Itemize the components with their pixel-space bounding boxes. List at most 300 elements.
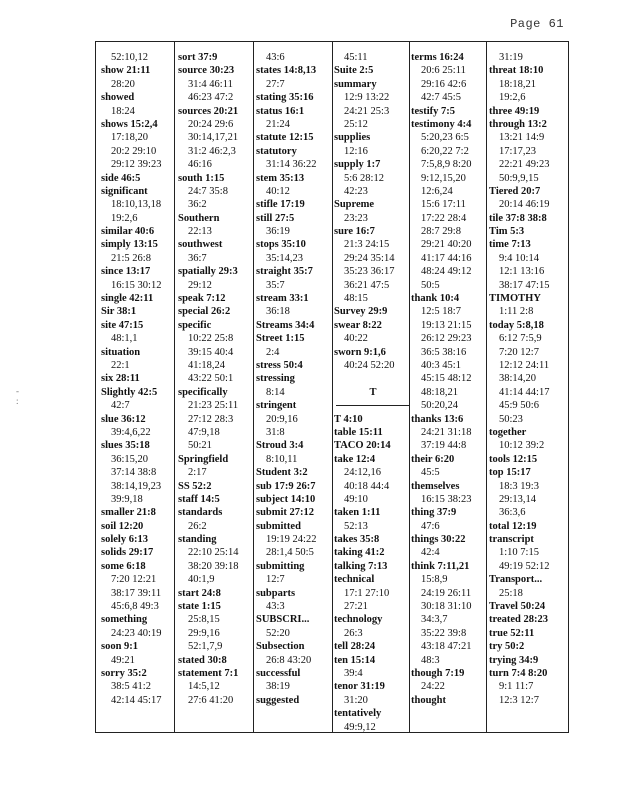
index-term: speak 7:12 xyxy=(178,293,226,305)
index-term: stated 30:8 xyxy=(178,654,227,666)
index-term: testimony 4:4 xyxy=(411,118,472,130)
index-term: specifically xyxy=(178,386,228,398)
index-reference: 9:12,15,20 xyxy=(421,172,466,184)
index-term: some 6:18 xyxy=(101,560,146,572)
index-reference: 18:24 xyxy=(111,105,135,117)
index-reference: 46:16 xyxy=(188,159,212,171)
index-reference: 10:22 25:8 xyxy=(188,333,234,345)
column-divider xyxy=(174,42,175,732)
index-reference: 29:24 35:14 xyxy=(344,252,395,264)
spacer xyxy=(334,372,412,385)
index-reference: 45:6,8 49:3 xyxy=(111,601,159,613)
index-term: supply 1:7 xyxy=(334,159,381,171)
index-reference: 36:18 xyxy=(266,306,290,318)
index-term: start 24:8 xyxy=(178,587,221,599)
index-reference: 24:19 26:11 xyxy=(421,587,472,599)
index-term: Slightly 42:5 xyxy=(101,386,158,398)
index-term: standards xyxy=(178,507,223,519)
index-reference: 20:24 29:6 xyxy=(188,118,234,130)
index-reference: 12:3 12:7 xyxy=(499,694,539,706)
index-reference: 52:13 xyxy=(344,520,368,532)
index-reference: 30:14,17,21 xyxy=(188,132,239,144)
index-reference: 9:1 11:7 xyxy=(499,681,534,693)
margin-marks xyxy=(16,386,19,406)
index-term: taken 1:11 xyxy=(334,507,381,519)
index-term: true 52:11 xyxy=(489,627,535,639)
index-column-2 xyxy=(178,51,256,707)
index-reference: 12:7 xyxy=(266,574,285,586)
index-reference: 7:5,8,9 8:20 xyxy=(421,159,472,171)
index-term: similar 40:6 xyxy=(101,226,155,238)
index-reference: 17:18,20 xyxy=(111,132,149,144)
margin-mark: - xyxy=(16,386,19,396)
index-reference: 40:18 44:4 xyxy=(344,480,390,492)
section-letter: T xyxy=(369,386,377,398)
index-reference: 7:20 12:21 xyxy=(111,574,157,586)
index-reference: 28:7 29:8 xyxy=(421,226,461,238)
index-term: thanks 13:6 xyxy=(411,413,464,425)
index-reference: 39:15 40:4 xyxy=(188,346,234,358)
index-term: show 21:11 xyxy=(101,65,151,77)
index-term: sure 16:7 xyxy=(334,226,375,238)
index-reference: 29:13,14 xyxy=(499,493,537,505)
index-reference: 17:17,23 xyxy=(499,145,537,157)
index-reference: 31:20 xyxy=(344,694,368,706)
index-reference: 38:14,20 xyxy=(499,373,537,385)
index-reference: 29:12 39:23 xyxy=(111,159,162,171)
index-reference: 38:17 39:11 xyxy=(111,587,162,599)
index-reference: 25:12 xyxy=(344,118,368,130)
index-term: statute 12:15 xyxy=(256,132,314,144)
index-term: statement 7:1 xyxy=(178,667,239,679)
index-reference: 24:21 25:3 xyxy=(344,105,390,117)
index-reference: 25:8,15 xyxy=(188,614,220,626)
index-term: TACO 20:14 xyxy=(334,440,391,452)
index-term: successful xyxy=(256,667,301,679)
index-reference: 23:23 xyxy=(344,212,368,224)
index-reference: 20:14 46:19 xyxy=(499,199,550,211)
index-reference: 49:9,12 xyxy=(344,721,376,733)
index-term: Student 3:2 xyxy=(256,467,308,479)
index-reference: 41:17 44:16 xyxy=(421,252,472,264)
index-reference: 24:22 xyxy=(421,681,445,693)
index-term: southwest xyxy=(178,239,223,251)
index-term: their 6:20 xyxy=(411,453,455,465)
index-reference: 28:20 xyxy=(111,78,135,90)
index-reference: 10:12 39:2 xyxy=(499,440,545,452)
index-term: special 26:2 xyxy=(178,306,231,318)
index-reference: 27:21 xyxy=(344,601,368,613)
index-reference: 12:5 18:7 xyxy=(421,306,461,318)
index-term: tile 37:8 38:8 xyxy=(489,212,547,224)
index-reference: 40:12 xyxy=(266,185,290,197)
index-term: SUBSCRI... xyxy=(256,614,310,626)
index-reference: 31:4 46:11 xyxy=(188,78,233,90)
index-reference: 35:14,23 xyxy=(266,252,304,264)
index-reference: 50:20,24 xyxy=(421,400,459,412)
index-reference: 1:10 7:15 xyxy=(499,547,539,559)
index-reference: 36:3,6 xyxy=(499,507,526,519)
index-reference: 41:18,24 xyxy=(188,359,226,371)
index-term: summary xyxy=(334,78,377,90)
index-reference: 38:20 39:18 xyxy=(188,560,239,572)
index-term: stress 50:4 xyxy=(256,359,303,371)
index-term: standing xyxy=(178,534,217,546)
index-term: sort 37:9 xyxy=(178,52,218,63)
index-term: time 7:13 xyxy=(489,239,531,251)
index-term: states 14:8,13 xyxy=(256,65,317,77)
index-term: source 30:23 xyxy=(178,65,235,77)
index-reference: 12:12 24:11 xyxy=(499,359,550,371)
index-reference: 12:1 13:16 xyxy=(499,266,545,278)
index-term: Supreme xyxy=(334,199,375,211)
index-term: straight 35:7 xyxy=(256,266,313,278)
index-column-5 xyxy=(411,51,489,707)
index-reference: 13:21 14:9 xyxy=(499,132,545,144)
index-reference: 18:18,21 xyxy=(499,78,537,90)
index-reference: 20:2 29:10 xyxy=(111,145,157,157)
index-term: stream 33:1 xyxy=(256,293,309,305)
index-term: solids 29:17 xyxy=(101,547,154,559)
index-reference: 36:19 xyxy=(266,226,290,238)
index-reference: 27:6 41:20 xyxy=(188,694,234,706)
index-reference: 48:15 xyxy=(344,293,368,305)
index-term: subject 14:10 xyxy=(256,493,316,505)
index-term: submitting xyxy=(256,560,305,572)
index-term: thing 37:9 xyxy=(411,507,457,519)
index-reference: 35:23 36:17 xyxy=(344,266,395,278)
index-term: Sir 38:1 xyxy=(101,306,137,318)
index-reference: 29:16 42:6 xyxy=(421,78,467,90)
index-reference: 40:24 52:20 xyxy=(344,359,395,371)
index-term: thank 10:4 xyxy=(411,293,460,305)
index-reference: 37:19 44:8 xyxy=(421,440,467,452)
index-reference: 31:14 36:22 xyxy=(266,159,317,171)
index-term: slue 36:12 xyxy=(101,413,146,425)
index-reference: 45:11 xyxy=(344,52,368,63)
index-reference: 52:1,7,9 xyxy=(188,641,223,653)
index-reference: 19:2,6 xyxy=(499,92,526,104)
index-term: T 4:10 xyxy=(334,413,363,425)
index-term: stifle 17:19 xyxy=(256,199,305,211)
index-reference: 39:4,6,22 xyxy=(111,426,151,438)
index-term: showed xyxy=(101,92,135,104)
column-divider xyxy=(409,42,410,732)
index-term: Springfield xyxy=(178,453,229,465)
index-column-4 xyxy=(334,51,412,734)
index-reference: 42:7 45:5 xyxy=(421,92,461,104)
index-term: supplies xyxy=(334,132,371,144)
index-term: together xyxy=(489,426,527,438)
index-reference: 40:3 45:1 xyxy=(421,359,461,371)
index-reference: 8:14 xyxy=(266,386,285,398)
index-reference: 35:22 39:8 xyxy=(421,627,467,639)
index-term: transcript xyxy=(489,534,534,546)
index-term: though 7:19 xyxy=(411,667,465,679)
index-reference: 19:19 24:22 xyxy=(266,534,317,546)
index-reference: 43:18 47:21 xyxy=(421,641,472,653)
index-reference: 50:23 xyxy=(499,413,523,425)
index-reference: 48:18,21 xyxy=(421,386,459,398)
index-reference: 24:7 35:8 xyxy=(188,185,228,197)
index-reference: 49:21 xyxy=(111,654,135,666)
index-reference: 38:19 xyxy=(266,681,290,693)
index-reference: 21:3 24:15 xyxy=(344,239,390,251)
index-reference: 7:20 12:7 xyxy=(499,346,539,358)
index-term: taking 41:2 xyxy=(334,547,385,559)
index-term: swear 8:22 xyxy=(334,319,382,331)
index-reference: 52:20 xyxy=(266,627,290,639)
index-reference: 36:5 38:16 xyxy=(421,346,467,358)
index-term: today 5:8,18 xyxy=(489,319,544,331)
index-reference: 15:6 17:11 xyxy=(421,199,466,211)
index-reference: 52:10,12 xyxy=(111,52,149,63)
index-term: sorry 35:2 xyxy=(101,667,147,679)
index-reference: 42:7 xyxy=(111,400,130,412)
index-reference: 12:9 13:22 xyxy=(344,92,390,104)
index-term: talking 7:13 xyxy=(334,560,388,572)
index-term: things 30:22 xyxy=(411,534,466,546)
index-term: six 28:11 xyxy=(101,373,140,385)
index-term: smaller 21:8 xyxy=(101,507,156,519)
index-term: tenor 31:19 xyxy=(334,681,385,693)
index-term: soil 12:20 xyxy=(101,520,144,532)
index-column-1 xyxy=(101,51,179,707)
index-term: Tim 5:3 xyxy=(489,226,525,238)
index-term: shows 15:2,4 xyxy=(101,118,158,130)
index-term: Streams 34:4 xyxy=(256,319,315,331)
index-reference: 6:20,22 7:2 xyxy=(421,145,469,157)
index-term: staff 14:5 xyxy=(178,493,220,505)
index-term: Stroud 3:4 xyxy=(256,440,304,452)
index-term: takes 35:8 xyxy=(334,534,380,546)
section-rule xyxy=(334,399,412,412)
index-term: think 7:11,21 xyxy=(411,560,470,572)
index-term: Survey 29:9 xyxy=(334,306,388,318)
index-reference: 43:3 xyxy=(266,601,285,613)
index-reference: 48:3 xyxy=(421,654,440,666)
index-reference: 38:14,19,23 xyxy=(111,480,162,492)
index-reference: 16:15 30:12 xyxy=(111,279,162,291)
index-page-frame xyxy=(95,41,569,733)
index-reference: 5:20,23 6:5 xyxy=(421,132,469,144)
index-reference: 36:2 xyxy=(188,199,207,211)
index-reference: 50:21 xyxy=(188,440,212,452)
index-term: sub 17:9 26:7 xyxy=(256,480,316,492)
index-term: soon 9:1 xyxy=(101,641,139,653)
index-term: stringent xyxy=(256,400,297,412)
index-reference: 40:22 xyxy=(344,333,368,345)
index-term: tell 28:24 xyxy=(334,641,376,653)
index-reference: 16:15 38:23 xyxy=(421,493,472,505)
index-term: trying 34:9 xyxy=(489,654,539,666)
index-reference: 21:24 xyxy=(266,118,290,130)
index-term: something xyxy=(101,614,148,626)
index-term: south 1:15 xyxy=(178,172,225,184)
index-reference: 48:24 49:12 xyxy=(421,266,472,278)
index-term: Tiered 20:7 xyxy=(489,185,541,197)
index-reference: 9:4 10:14 xyxy=(499,252,539,264)
page-number-label: Page 61 xyxy=(510,17,564,31)
index-reference: 46:23 47:2 xyxy=(188,92,234,104)
index-reference: 39:9,18 xyxy=(111,493,143,505)
index-term: stating 35:16 xyxy=(256,92,314,104)
index-term: tools 12:15 xyxy=(489,453,538,465)
index-reference: 18:3 19:3 xyxy=(499,480,539,492)
index-term: TIMOTHY xyxy=(489,293,541,305)
index-term: specific xyxy=(178,319,212,331)
index-reference: 24:23 40:19 xyxy=(111,627,162,639)
index-term: subparts xyxy=(256,587,296,599)
index-reference: 36:15,20 xyxy=(111,453,149,465)
index-term: stops 35:10 xyxy=(256,239,306,251)
index-column-3 xyxy=(256,51,334,707)
index-term: turn 7:4 8:20 xyxy=(489,667,548,679)
index-reference: 43:22 50:1 xyxy=(188,373,234,385)
index-reference: 47:9,18 xyxy=(188,426,220,438)
index-reference: 15:8,9 xyxy=(421,574,448,586)
index-reference: 8:10,11 xyxy=(266,453,298,465)
index-reference: 1:11 2:8 xyxy=(499,306,534,318)
index-reference: 49:19 52:12 xyxy=(499,560,550,572)
index-reference: 42:4 xyxy=(421,547,440,559)
index-term: ten 15:14 xyxy=(334,654,376,666)
index-term: try 50:2 xyxy=(489,641,525,653)
index-reference: 45:9 50:6 xyxy=(499,400,539,412)
index-reference: 38:17 47:15 xyxy=(499,279,550,291)
index-term: spatially 29:3 xyxy=(178,266,238,278)
index-term: take 12:4 xyxy=(334,453,376,465)
index-term: treated 28:23 xyxy=(489,614,548,626)
index-reference: 50:5 xyxy=(421,279,440,291)
index-term: sources 20:21 xyxy=(178,105,239,117)
index-term: Street 1:15 xyxy=(256,333,305,345)
index-reference: 20:6 25:11 xyxy=(421,65,466,77)
index-reference: 22:1 xyxy=(111,359,130,371)
index-reference: 2:4 xyxy=(266,346,280,358)
index-reference: 21:5 26:8 xyxy=(111,252,151,264)
index-reference: 2:17 xyxy=(188,467,207,479)
index-reference: 12:16 xyxy=(344,145,368,157)
index-term: Travel 50:24 xyxy=(489,601,546,613)
index-term: state 1:15 xyxy=(178,601,221,613)
index-reference: 29:21 40:20 xyxy=(421,239,472,251)
index-term: suggested xyxy=(256,694,300,706)
index-term: sworn 9:1,6 xyxy=(334,346,386,358)
index-term: side 46:5 xyxy=(101,172,141,184)
index-reference: 42:23 xyxy=(344,185,368,197)
index-reference: 26:12 29:23 xyxy=(421,333,472,345)
index-reference: 27:7 xyxy=(266,78,285,90)
index-term: technical xyxy=(334,574,375,586)
index-reference: 45:15 48:12 xyxy=(421,373,472,385)
index-reference: 31:8 xyxy=(266,426,285,438)
index-term: table 15:11 xyxy=(334,426,383,438)
index-term: through 13:2 xyxy=(489,118,547,130)
index-reference: 41:14 44:17 xyxy=(499,386,550,398)
index-reference: 50:9,9,15 xyxy=(499,172,539,184)
index-reference: 27:12 28:3 xyxy=(188,413,234,425)
index-reference: 49:10 xyxy=(344,493,368,505)
margin-mark: : xyxy=(16,396,19,406)
index-reference: 12:6,24 xyxy=(421,185,453,197)
index-reference: 26:3 xyxy=(344,627,363,639)
index-term: Subsection xyxy=(256,641,305,653)
index-term: single 42:11 xyxy=(101,293,154,305)
index-term: Suite 2:5 xyxy=(334,65,374,77)
index-reference: 14:5,12 xyxy=(188,681,220,693)
index-term: submitted xyxy=(256,520,301,532)
index-reference: 18:10,13,18 xyxy=(111,199,162,211)
index-reference: 22:10 25:14 xyxy=(188,547,239,559)
index-reference: 45:5 xyxy=(421,467,440,479)
index-reference: 31:19 xyxy=(499,52,523,63)
index-reference: 28:1,4 50:5 xyxy=(266,547,314,559)
index-reference: 22:13 xyxy=(188,226,212,238)
index-term: submit 27:12 xyxy=(256,507,315,519)
index-reference: 25:18 xyxy=(499,587,523,599)
index-reference: 35:7 xyxy=(266,279,285,291)
column-divider xyxy=(253,42,254,732)
index-reference: 34:3,7 xyxy=(421,614,448,626)
index-reference: 24:21 31:18 xyxy=(421,426,472,438)
index-reference: 26:8 43:20 xyxy=(266,654,312,666)
index-reference: 20:9,16 xyxy=(266,413,298,425)
index-term: significant xyxy=(101,185,148,197)
index-term: Southern xyxy=(178,212,220,224)
index-term: situation xyxy=(101,346,141,358)
index-term: testify 7:5 xyxy=(411,105,456,117)
index-reference: 37:14 38:8 xyxy=(111,467,157,479)
index-column-6 xyxy=(489,51,567,707)
index-term: simply 13:15 xyxy=(101,239,158,251)
column-divider xyxy=(332,42,333,732)
index-reference: 40:1,9 xyxy=(188,574,215,586)
index-term: statutory xyxy=(256,145,297,157)
index-reference: 47:6 xyxy=(421,520,440,532)
index-term: still 27:5 xyxy=(256,212,295,224)
index-term: themselves xyxy=(411,480,460,492)
index-reference: 29:12 xyxy=(188,279,212,291)
index-reference: 29:9,16 xyxy=(188,627,220,639)
index-reference: 38:5 41:2 xyxy=(111,681,151,693)
index-reference: 36:7 xyxy=(188,252,207,264)
index-term: site 47:15 xyxy=(101,319,144,331)
index-term: stem 35:13 xyxy=(256,172,305,184)
index-reference: 36:21 47:5 xyxy=(344,279,390,291)
index-reference: 26:2 xyxy=(188,520,207,532)
index-reference: 5:6 28:12 xyxy=(344,172,384,184)
index-reference: 17:22 28:4 xyxy=(421,212,467,224)
index-term: since 13:17 xyxy=(101,266,151,278)
index-term: thought xyxy=(411,694,447,706)
index-reference: 24:12,16 xyxy=(344,467,382,479)
index-reference: 6:12 7:5,9 xyxy=(499,333,542,345)
index-term: slues 35:18 xyxy=(101,440,150,452)
index-reference: 48:1,1 xyxy=(111,333,138,345)
index-term: SS 52:2 xyxy=(178,480,212,492)
index-term: technology xyxy=(334,614,383,626)
index-reference: 22:21 49:23 xyxy=(499,159,550,171)
index-reference: 43:6 xyxy=(266,52,285,63)
index-reference: 21:23 25:11 xyxy=(188,400,239,412)
index-term: total 12:19 xyxy=(489,520,537,532)
index-term: status 16:1 xyxy=(256,105,305,117)
index-term: tentatively xyxy=(334,708,382,720)
index-term: terms 16:24 xyxy=(411,52,464,63)
index-reference: 30:18 31:10 xyxy=(421,601,472,613)
index-reference: 39:4 xyxy=(344,667,363,679)
